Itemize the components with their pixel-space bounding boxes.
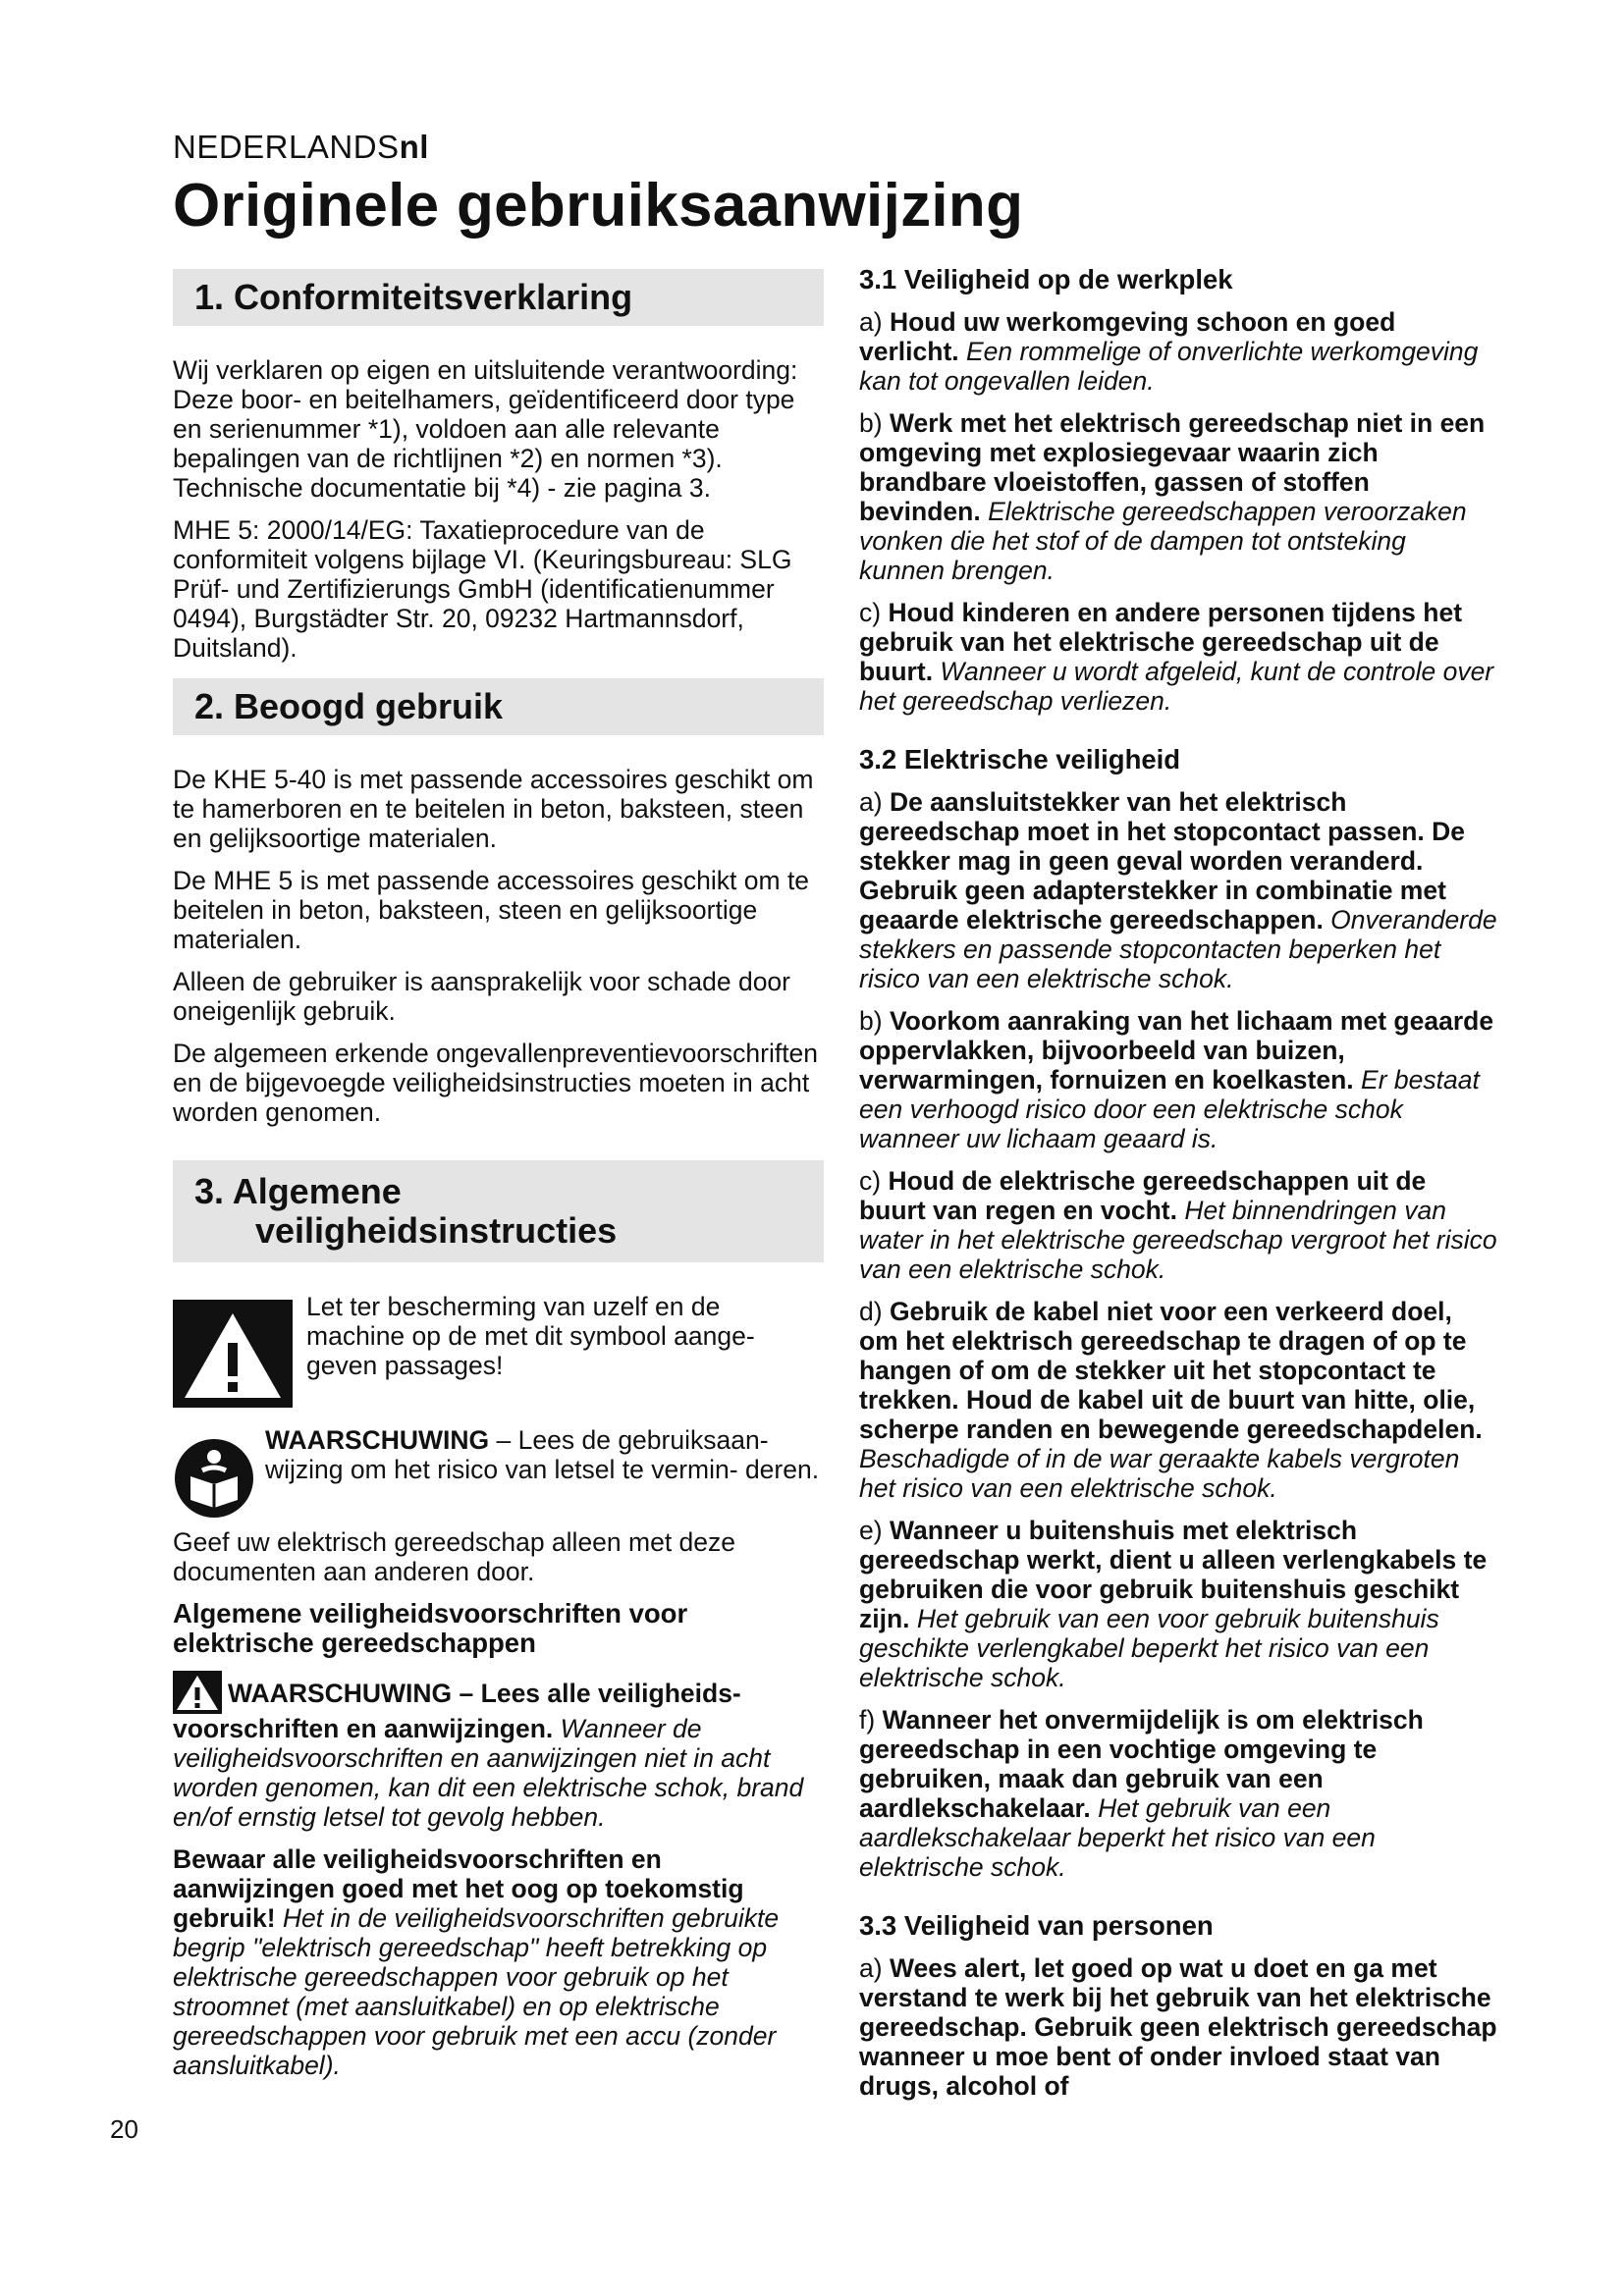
- read-manual-icon: [173, 1437, 255, 1520]
- right-column: [859, 265, 1497, 2113]
- warning-triangle-small-icon: [173, 1671, 222, 1714]
- read-all-warnings-paragraph: WAARSCHUWING – Lees alle veiligheids- voorschriften en aanwijzingen. Wanneer de veiligheidsvoorschriften en aanwijzingen niet in acht worden genomen, kan dit een elektrische schok, brand en/of ernstig letsel tot gevolg hebben.: [173, 1671, 824, 1832]
- workplace-item-a: a) Houd uw werkomgeving schoon en goed verlicht. Een rommelige of onverlichte werkomgeving kan tot ongevallen leiden.: [859, 307, 1479, 396]
- electrical-item-d: d) Gebruik de kabel niet voor een verkeerd doel, om het elektrisch gereedschap te dragen of op te hangen of om de stekker uit het stopcontact te trekken. Houd de kabel uit de buurt van hitte, olie, scherpe randen en bewegende gereedschapdelen. Beschadigde of in de war geraakte kabels vergroten het risico van een elektrische schok.: [859, 1297, 1483, 1503]
- page-number: 20: [110, 2114, 138, 2144]
- electrical-item-a: a) De aansluitstekker van het elektrisch gereedschap moet in het stopcontact passen. De stekker mag in geen geval worden veranderd. Gebruik geen adapterstekker in combinatie met geaarde elektrische gereedschappen. Onveranderde stekkers en passende stopcontacten beperken het risico van een elektrische schok.: [859, 787, 1497, 993]
- warning-triangle-icon: [173, 1300, 293, 1408]
- liability-paragraph: Alleen de gebruiker is aansprakelijk voor schade door oneigenlijk gebruik.: [173, 967, 790, 1026]
- warning-symbol-note: [173, 1292, 824, 1408]
- conformity-paragraph: Wij verklaren op eigen en uitsluitende verantwoording: Deze boor- en beitelhamers, geïdentificeerd door type en serienummer *1), voldoen aan alle relevante bepalingen van de richtlijnen *2) en normen *3). Technische documentatie bij *4) - zie pagina 3.: [173, 355, 798, 503]
- section-2-heading: 2. Beoogd gebruik: [173, 678, 824, 735]
- language-label: NEDERLANDSnl: [173, 129, 429, 165]
- general-safety-heading: Algemene veiligheidsvoorschriften voor elektrische gereedschappen: [173, 1598, 688, 1658]
- section-3-heading-line-1: 3. Algemene: [194, 1171, 402, 1211]
- regulations-paragraph: De algemeen erkende ongevallenpreventievoorschriften en de bijgevoegde veiligheidsinstructies moeten in acht worden genomen.: [173, 1039, 819, 1127]
- conformity-mhe5-paragraph: MHE 5: 2000/14/EG: Taxatieprocedure van de conformiteit volgens bijlage VI. (Keuringsbureau: SLG Prüf- und Zertifizierungs GmbH (identificatienummer 0494), Burgstädter Str. 20, 09232 Hartmannsdorf, Duitsland).: [173, 515, 792, 663]
- electrical-item-c: c) Houd de elektrische gereedschappen uit de buurt van regen en vocht. Het binnendringen van water in het elektrische gereedschap vergroot het risico van een elektrische schok.: [859, 1166, 1497, 1284]
- section-3-heading: [173, 1160, 824, 1262]
- electrical-item-f: f) Wanneer het onvermijdelijk is om elektrisch gereedschap in een vochtige omgeving te gebruiken, maak dan gebruik van een aardlekschakelaar. Het gebruik van een aardlekschakelaar beperkt het risico van een elektrische schok.: [859, 1705, 1424, 1882]
- electrical-safety-heading: 3.2 Elektrische veiligheid: [859, 744, 1181, 774]
- electrical-item-b: b) Voorkom aanraking van het lichaam met geaarde oppervlakken, bijvoorbeeld van buizen, verwarmingen, fornuizen en koelkasten. Er bestaat een verhoogd risico door een elektrische schok wanneer uw lichaam geaard is.: [859, 1006, 1494, 1153]
- left-column: [173, 269, 824, 2093]
- read-manual-note: [173, 1425, 824, 1520]
- section-1-heading: 1. Conformiteitsverklaring: [173, 269, 824, 326]
- personal-item-a: a) Wees alert, let goed op wat u doet en ga met verstand te werk bij het gebruik van het elektrische gereedschap. Gebruik geen elektrisch gereedschap wanneer u moe bent of onder invloed staat van drugs, alcohol of: [859, 1953, 1497, 2101]
- page-header: [173, 128, 1469, 243]
- pass-on-documents-paragraph: Geef uw elektrisch gereedschap alleen met deze documenten aan anderen door.: [173, 1527, 736, 1586]
- workplace-safety-heading: 3.1 Veiligheid op de werkplek: [859, 264, 1233, 294]
- document-title: Originele gebruiksaanwijzing: [173, 172, 1024, 240]
- warning-symbol-text: Let ter bescherming van uzelf en de machine op de met dit symbool aange- geven passages!: [306, 1292, 755, 1380]
- read-manual-text: WAARSCHUWING – Lees de gebruiksaan- wijzing om het risico van letsel te vermin- deren.: [265, 1425, 820, 1484]
- personal-safety-heading: 3.3 Veiligheid van personen: [859, 1910, 1214, 1941]
- workplace-item-c: c) Houd kinderen en andere personen tijdens het gebruik van het elektrische gereedschap uit de buurt. Wanneer u wordt afgeleid, kunt de controle over het gereedschap verliezen.: [859, 598, 1494, 716]
- section-3-heading-line-2: veiligheidsinstructies: [255, 1210, 618, 1251]
- workplace-item-b: b) Werk met het elektrisch gereedschap niet in een omgeving met explosiegevaar waarin zich brandbare vloeistoffen, gassen of stoffen bevinden. Elektrische gereedschappen veroorzaken vonken die het stof of de dampen tot ontsteking kunnen brengen.: [859, 408, 1486, 585]
- electrical-item-e: e) Wanneer u buitenshuis met elektrisch gereedschap werkt, dient u alleen verlengkabels te gebruiken die voor gebruik buitenshuis geschikt zijn. Het gebruik van een voor gebruik buitenshuis geschikte verlengkabel beperkt het risico van een elektrische schok.: [859, 1516, 1488, 1692]
- use-khe-paragraph: De KHE 5-40 is met passende accessoires geschikt om te hamerboren en te beitelen in beton, baksteen, steen en gelijksoortige materialen.: [173, 765, 814, 853]
- keep-instructions-paragraph: Bewaar alle veiligheidsvoorschriften en aanwijzingen goed met het oog op toekomstig gebruik! Het in de veiligheidsvoorschriften gebruikte begrip "elektrisch gereedschap" heeft betrekking op elektrische gereedschappen voor gebruik op het stroomnet (met aansluitkabel) en op elektrische gereedschappen voor gebruik met een accu (zonder aansluitkabel).: [173, 1844, 780, 2080]
- use-mhe-paragraph: De MHE 5 is met passende accessoires geschikt om te beitelen in beton, baksteen, steen en gelijksoortige materialen.: [173, 866, 810, 954]
